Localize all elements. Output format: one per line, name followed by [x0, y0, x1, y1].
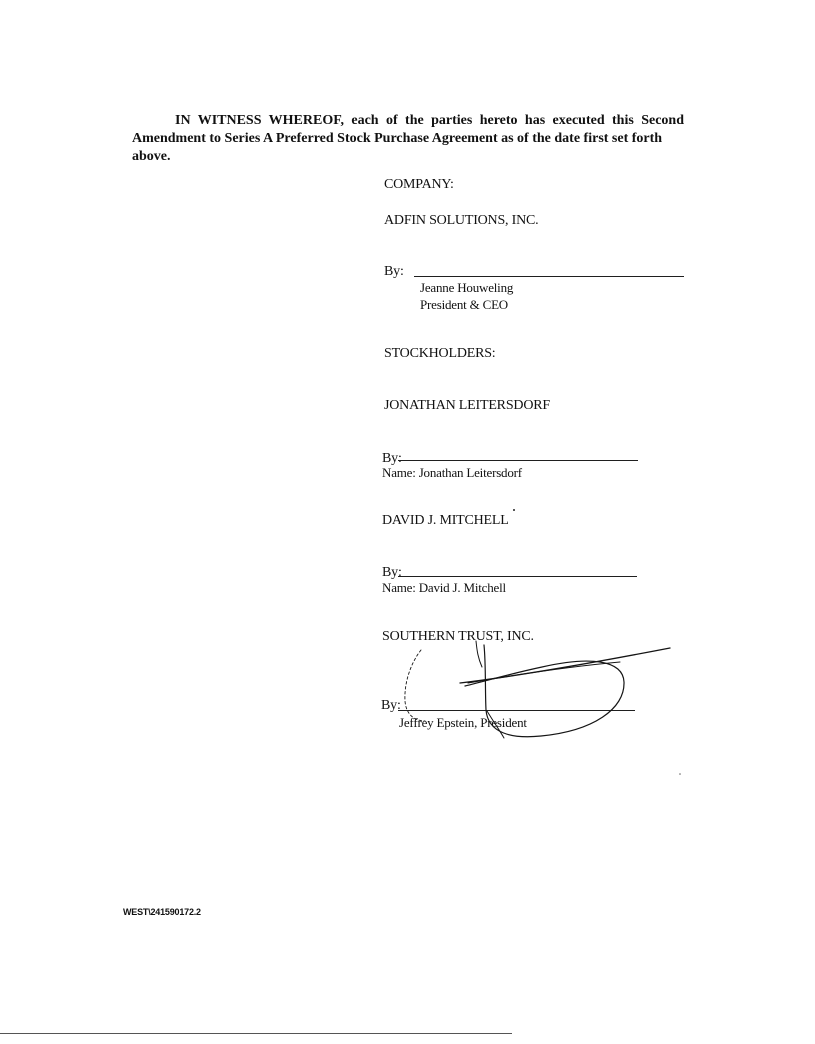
signature-ink-upper-stroke [468, 662, 620, 683]
signature-ink-long-stroke [460, 648, 670, 683]
ink-speck [513, 509, 515, 511]
holder2-signature-line [398, 576, 637, 577]
holder2-name-line: Name: David J. Mitchell [382, 580, 506, 595]
page-bottom-rule [0, 1033, 512, 1034]
holder2-title: DAVID J. MITCHELL [382, 513, 509, 528]
holder3-signature-line [398, 710, 635, 711]
company-signer-name: Jeanne Houweling [420, 280, 514, 295]
company-name: ADFIN SOLUTIONS, INC. [384, 213, 539, 228]
holder3-title: SOUTHERN TRUST, INC. [382, 629, 534, 644]
document-footer-code: WEST\241590172.2 [123, 907, 201, 917]
stockholders-heading: STOCKHOLDERS: [384, 346, 496, 361]
holder3-signer-line: Jeffrey Epstein, President [399, 715, 527, 730]
company-signer-title: President & CEO [420, 297, 508, 312]
holder1-title: JONATHAN LEITERSDORF [384, 398, 550, 413]
company-signature-line [414, 276, 684, 277]
holder1-signature-line [398, 460, 638, 461]
witness-line-2: Amendment to Series A Preferred Stock Purchase Agreement as of the date first set forth above. [132, 131, 663, 164]
witness-paragraph [132, 112, 684, 166]
holder1-name-line: Name: Jonathan Leitersdorf [382, 465, 522, 480]
holder2-by-label: By: [382, 565, 402, 580]
holder1-by-label: By: [382, 451, 402, 466]
company-by-label: By: [384, 264, 404, 279]
holder3-by-label: By: [381, 698, 401, 713]
witness-line-1: IN WITNESS WHEREOF, each of the parties hereto has executed this Second [175, 113, 684, 128]
company-heading: COMPANY: [384, 177, 454, 192]
ink-speck-2 [679, 773, 681, 775]
